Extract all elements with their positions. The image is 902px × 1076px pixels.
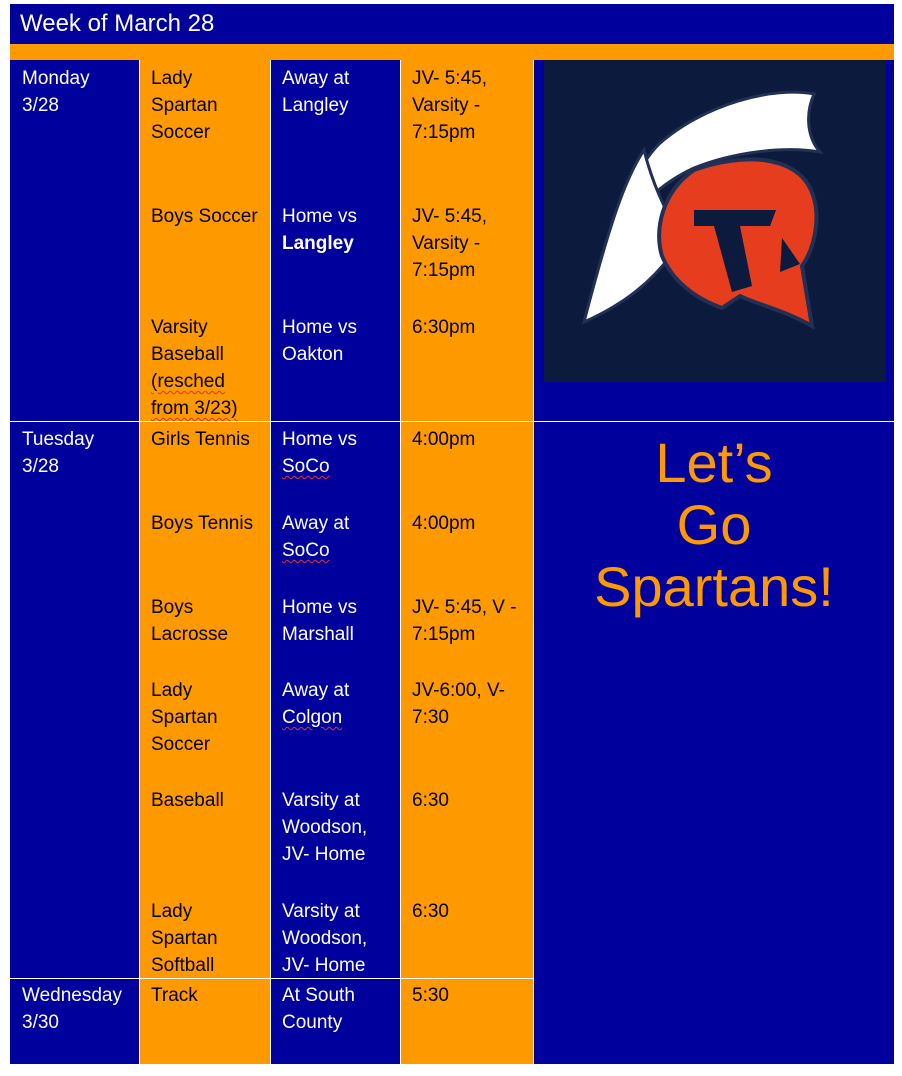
location-text: Varsity at Woodson, JV- Home [282, 790, 368, 865]
time-cell [400, 203, 525, 284]
location-cell [270, 203, 400, 257]
day-cell [10, 65, 139, 119]
time-cell [400, 594, 525, 648]
sport-name: Track [151, 985, 198, 1006]
day-name: Monday [22, 68, 90, 89]
cheer-line: Spartans! [594, 555, 834, 618]
location-name: SoCo [282, 456, 330, 477]
time-cell [400, 898, 525, 925]
location-name: Oakton [282, 344, 344, 365]
location-cell [270, 510, 400, 564]
location-text: Varsity at Woodson, JV- Home [282, 901, 368, 976]
sport-note: (resched from 3/23) [151, 371, 238, 419]
sport-name: Baseball [151, 790, 224, 811]
time-cell [400, 314, 525, 341]
event-time: JV- 5:45, Varsity - 7:15pm [412, 68, 487, 143]
event-time: JV- 5:45, V - 7:15pm [412, 597, 517, 645]
sport-name: Boys Lacrosse [151, 597, 229, 645]
location-name: SoCo [282, 540, 330, 561]
cheer-line: Let’s [655, 431, 773, 494]
event-time: 6:30pm [412, 317, 476, 338]
sport-cell [139, 677, 270, 758]
time-cell [400, 787, 525, 814]
sport-cell [139, 65, 270, 146]
location-name: Colgon [282, 707, 343, 728]
event-time: 5:30 [412, 985, 449, 1006]
sport-cell [139, 203, 270, 230]
header-accent-strip [10, 44, 894, 60]
location-prefix: Home vs [282, 206, 357, 227]
location-name: Langley [282, 233, 354, 254]
event-time: 4:00pm [412, 429, 476, 450]
day-cell [10, 426, 139, 480]
day-date: 3/28 [22, 95, 59, 116]
day-column [10, 60, 139, 1064]
day-date: 3/28 [22, 456, 59, 477]
sport-name: Girls Tennis [151, 429, 250, 450]
location-cell [270, 65, 400, 119]
time-cell [400, 982, 525, 1009]
schedule-table [10, 60, 894, 1064]
location-prefix: Home vs [282, 597, 357, 618]
sport-name: Boys Tennis [151, 513, 254, 534]
location-prefix: Away at [282, 513, 350, 534]
sport-cell [139, 510, 270, 537]
location-cell [270, 426, 400, 480]
time-cell [400, 426, 525, 453]
event-time: 6:30 [412, 790, 449, 811]
location-cell [270, 594, 400, 648]
location-cell [270, 314, 400, 368]
time-cell [400, 677, 518, 731]
sport-cell [139, 898, 270, 979]
location-prefix: Away at [282, 680, 350, 701]
location-cell [270, 787, 400, 868]
sport-name: Boys Soccer [151, 206, 258, 227]
location-prefix: Home vs [282, 317, 357, 338]
week-title: Week of March 28 [20, 10, 215, 37]
location-name: Marshall [282, 624, 354, 645]
location-cell [270, 898, 400, 979]
spartan-helmet-logo [544, 60, 886, 382]
location-prefix: Home vs [282, 429, 357, 450]
location-name: Langley [282, 95, 349, 116]
week-header [10, 4, 894, 44]
day-cell [10, 982, 139, 1036]
sport-name: Lady Spartan Softball [151, 901, 218, 976]
location-cell [270, 677, 400, 731]
sport-name: Lady Spartan Soccer [151, 68, 218, 143]
event-time: 4:00pm [412, 513, 476, 534]
spartan-helmet-icon [544, 60, 886, 382]
cheer-line: Go [676, 493, 752, 556]
event-time: 6:30 [412, 901, 449, 922]
day-name: Tuesday [22, 429, 95, 450]
sport-cell [139, 787, 270, 814]
sport-name: Lady Spartan Soccer [151, 680, 218, 755]
location-cell [270, 982, 400, 1036]
location-prefix: Away at [282, 68, 350, 89]
sport-cell [139, 426, 270, 453]
day-name: Wednesday [22, 985, 122, 1006]
sport-name: Varsity Baseball [151, 317, 224, 365]
sport-cell [139, 594, 270, 648]
event-time: JV- 5:45, Varsity - 7:15pm [412, 206, 487, 281]
time-cell [400, 65, 525, 146]
sport-cell [139, 982, 270, 1009]
day-date: 3/30 [22, 1012, 59, 1033]
sport-cell [139, 314, 270, 422]
time-cell [400, 510, 525, 537]
event-time: JV-6:00, V- 7:30 [412, 680, 505, 728]
cheer-text [534, 432, 894, 618]
location-text: At South County [282, 985, 355, 1033]
